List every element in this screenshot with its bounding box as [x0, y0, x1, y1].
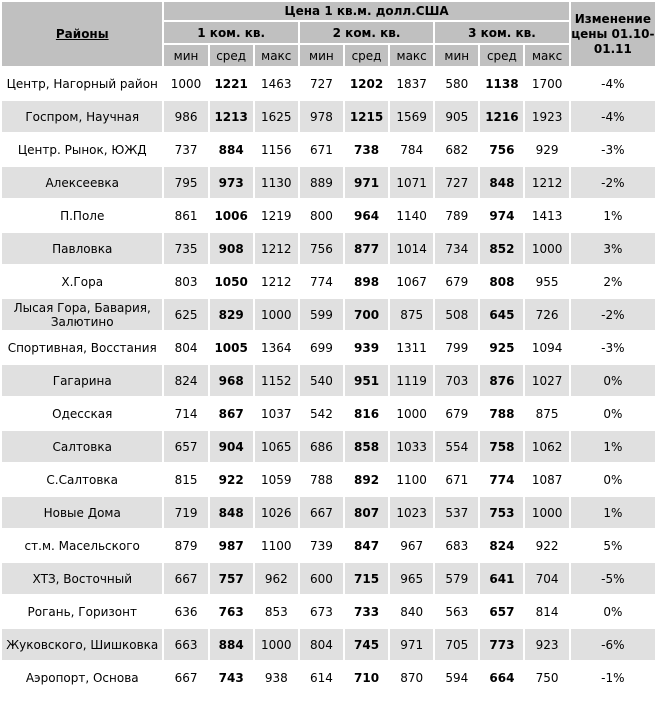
- price-max-cell: 1000: [255, 629, 298, 660]
- price-min-cell: 788: [300, 464, 343, 495]
- change-cell: -6%: [571, 629, 655, 660]
- change-cell: -4%: [571, 101, 655, 132]
- change-cell: 0%: [571, 464, 655, 495]
- price-min-cell: 679: [435, 398, 478, 429]
- price-max-cell: 1219: [255, 200, 298, 231]
- district-cell: Гагарина: [2, 365, 162, 396]
- price-min-cell: 737: [164, 134, 207, 165]
- table-row: [2, 662, 655, 693]
- table-row: [2, 530, 655, 561]
- group-header-1-room: 1 ком. кв.: [164, 22, 297, 43]
- price-avg-cell: 788: [480, 398, 523, 429]
- price-max-cell: 1311: [390, 332, 433, 363]
- change-cell: 2%: [571, 266, 655, 297]
- price-avg-cell: 641: [480, 563, 523, 594]
- price-max-cell: 1212: [255, 233, 298, 264]
- table-row: [2, 266, 655, 297]
- group-header-2-room: 2 ком. кв.: [300, 22, 433, 43]
- price-max-cell: 853: [255, 596, 298, 627]
- price-max-cell: 1014: [390, 233, 433, 264]
- price-avg-cell: 908: [210, 233, 253, 264]
- price-avg-cell: 922: [210, 464, 253, 495]
- price-min-cell: 889: [300, 167, 343, 198]
- price-min-cell: 739: [300, 530, 343, 561]
- price-min-cell: 625: [164, 299, 207, 330]
- district-column-header: Районы: [2, 2, 162, 66]
- price-min-cell: 824: [164, 365, 207, 396]
- price-min-cell: 682: [435, 134, 478, 165]
- table-row: [2, 68, 655, 99]
- price-avg-cell: 968: [210, 365, 253, 396]
- price-min-cell: 580: [435, 68, 478, 99]
- district-cell: Спортивная, Восстания: [2, 332, 162, 363]
- price-max-cell: 967: [390, 530, 433, 561]
- change-cell: 1%: [571, 200, 655, 231]
- district-cell: Жуковского, Шишковка: [2, 629, 162, 660]
- district-cell: Салтовка: [2, 431, 162, 462]
- price-avg-cell: 664: [480, 662, 523, 693]
- change-cell: 0%: [571, 398, 655, 429]
- price-avg-cell: 808: [480, 266, 523, 297]
- price-avg-cell: 898: [345, 266, 388, 297]
- price-max-cell: 1100: [390, 464, 433, 495]
- change-column-header: Изменение цены 01.10-01.11: [571, 2, 655, 66]
- price-avg-cell: 964: [345, 200, 388, 231]
- price-max-cell: 784: [390, 134, 433, 165]
- price-avg-cell: 1006: [210, 200, 253, 231]
- price-avg-cell: 1050: [210, 266, 253, 297]
- price-min-cell: 699: [300, 332, 343, 363]
- price-min-cell: 579: [435, 563, 478, 594]
- price-max-cell: 938: [255, 662, 298, 693]
- price-avg-cell: 774: [480, 464, 523, 495]
- table-row: [2, 596, 655, 627]
- change-cell: -3%: [571, 134, 655, 165]
- price-min-cell: 795: [164, 167, 207, 198]
- price-max-cell: 840: [390, 596, 433, 627]
- price-max-cell: 955: [525, 266, 568, 297]
- price-min-cell: 667: [300, 497, 343, 528]
- price-min-cell: 905: [435, 101, 478, 132]
- change-cell: 1%: [571, 431, 655, 462]
- district-cell: Рогань, Горизонт: [2, 596, 162, 627]
- price-avg-cell: 807: [345, 497, 388, 528]
- price-avg-cell: 974: [480, 200, 523, 231]
- table-row: [2, 101, 655, 132]
- price-avg-cell: 884: [210, 134, 253, 165]
- district-cell: С.Салтовка: [2, 464, 162, 495]
- sub-header-min: мин: [164, 45, 207, 66]
- price-min-cell: 800: [300, 200, 343, 231]
- price-max-cell: 1156: [255, 134, 298, 165]
- table-row: [2, 233, 655, 264]
- district-cell: ст.м. Масельского: [2, 530, 162, 561]
- price-avg-cell: 971: [345, 167, 388, 198]
- price-avg-cell: 951: [345, 365, 388, 396]
- price-min-cell: 714: [164, 398, 207, 429]
- price-min-cell: 705: [435, 629, 478, 660]
- sub-header-max: макс: [255, 45, 298, 66]
- district-cell: Новые Дома: [2, 497, 162, 528]
- price-max-cell: 1027: [525, 365, 568, 396]
- price-max-cell: 1087: [525, 464, 568, 495]
- price-avg-cell: 884: [210, 629, 253, 660]
- sub-header-avg: сред: [480, 45, 523, 66]
- price-min-cell: 978: [300, 101, 343, 132]
- price-avg-cell: 1005: [210, 332, 253, 363]
- price-max-cell: 929: [525, 134, 568, 165]
- price-avg-cell: 657: [480, 596, 523, 627]
- price-min-cell: 727: [435, 167, 478, 198]
- price-min-cell: 563: [435, 596, 478, 627]
- price-max-cell: 1071: [390, 167, 433, 198]
- price-max-cell: 1062: [525, 431, 568, 462]
- price-avg-cell: 829: [210, 299, 253, 330]
- change-cell: 0%: [571, 365, 655, 396]
- price-min-cell: 815: [164, 464, 207, 495]
- district-cell: Центр, Нагорный район: [2, 68, 162, 99]
- price-min-cell: 774: [300, 266, 343, 297]
- price-min-cell: 686: [300, 431, 343, 462]
- price-min-cell: 756: [300, 233, 343, 264]
- price-min-cell: 554: [435, 431, 478, 462]
- price-avg-cell: 738: [345, 134, 388, 165]
- price-max-cell: 1140: [390, 200, 433, 231]
- price-avg-cell: 1221: [210, 68, 253, 99]
- sub-header-avg: сред: [345, 45, 388, 66]
- price-max-cell: 1212: [525, 167, 568, 198]
- table-row: [2, 365, 655, 396]
- price-avg-cell: 1138: [480, 68, 523, 99]
- price-min-cell: 1000: [164, 68, 207, 99]
- price-max-cell: 1625: [255, 101, 298, 132]
- price-max-cell: 875: [390, 299, 433, 330]
- price-min-cell: 799: [435, 332, 478, 363]
- price-max-cell: 923: [525, 629, 568, 660]
- price-max-cell: 1364: [255, 332, 298, 363]
- table-row: [2, 299, 655, 330]
- sub-header-max: макс: [525, 45, 568, 66]
- table-row: [2, 563, 655, 594]
- price-min-cell: 614: [300, 662, 343, 693]
- price-min-cell: 540: [300, 365, 343, 396]
- price-max-cell: 1463: [255, 68, 298, 99]
- change-cell: 5%: [571, 530, 655, 561]
- change-cell: 0%: [571, 596, 655, 627]
- price-min-cell: 727: [300, 68, 343, 99]
- price-header: Цена 1 кв.м. долл.США: [164, 2, 568, 20]
- price-max-cell: 1000: [390, 398, 433, 429]
- price-max-cell: 1152: [255, 365, 298, 396]
- price-min-cell: 789: [435, 200, 478, 231]
- price-min-cell: 636: [164, 596, 207, 627]
- price-avg-cell: 733: [345, 596, 388, 627]
- price-min-cell: 683: [435, 530, 478, 561]
- price-min-cell: 542: [300, 398, 343, 429]
- table-row: [2, 398, 655, 429]
- district-cell: Х.Гора: [2, 266, 162, 297]
- price-avg-cell: 876: [480, 365, 523, 396]
- price-min-cell: 804: [164, 332, 207, 363]
- price-max-cell: 1026: [255, 497, 298, 528]
- district-cell: Алексеевка: [2, 167, 162, 198]
- price-max-cell: 1923: [525, 101, 568, 132]
- price-max-cell: 1100: [255, 530, 298, 561]
- price-min-cell: 594: [435, 662, 478, 693]
- price-avg-cell: 816: [345, 398, 388, 429]
- price-min-cell: 986: [164, 101, 207, 132]
- table-row: [2, 134, 655, 165]
- change-cell: -3%: [571, 332, 655, 363]
- district-cell: ХТЗ, Восточный: [2, 563, 162, 594]
- price-min-cell: 703: [435, 365, 478, 396]
- price-avg-cell: 763: [210, 596, 253, 627]
- price-avg-cell: 904: [210, 431, 253, 462]
- price-min-cell: 508: [435, 299, 478, 330]
- price-avg-cell: 877: [345, 233, 388, 264]
- price-max-cell: 971: [390, 629, 433, 660]
- sub-header-min: мин: [300, 45, 343, 66]
- table-row: [2, 629, 655, 660]
- price-max-cell: 1569: [390, 101, 433, 132]
- district-cell: Центр. Рынок, ЮЖД: [2, 134, 162, 165]
- price-avg-cell: 700: [345, 299, 388, 330]
- district-cell: Лысая Гора, Бавария, Залютино: [2, 299, 162, 330]
- sub-header-max: макс: [390, 45, 433, 66]
- price-avg-cell: 1216: [480, 101, 523, 132]
- price-max-cell: 1212: [255, 266, 298, 297]
- price-max-cell: 1000: [525, 233, 568, 264]
- price-max-cell: 1094: [525, 332, 568, 363]
- price-max-cell: 704: [525, 563, 568, 594]
- price-min-cell: 599: [300, 299, 343, 330]
- price-max-cell: 962: [255, 563, 298, 594]
- price-avg-cell: 848: [480, 167, 523, 198]
- sub-header-avg: сред: [210, 45, 253, 66]
- price-avg-cell: 824: [480, 530, 523, 561]
- price-avg-cell: 1213: [210, 101, 253, 132]
- price-min-cell: 879: [164, 530, 207, 561]
- table-row: [2, 200, 655, 231]
- price-avg-cell: 743: [210, 662, 253, 693]
- price-avg-cell: 1202: [345, 68, 388, 99]
- price-max-cell: 1037: [255, 398, 298, 429]
- change-cell: -1%: [571, 662, 655, 693]
- price-min-cell: 671: [435, 464, 478, 495]
- price-min-cell: 537: [435, 497, 478, 528]
- price-max-cell: 875: [525, 398, 568, 429]
- price-min-cell: 734: [435, 233, 478, 264]
- price-max-cell: 1059: [255, 464, 298, 495]
- district-cell: Одесская: [2, 398, 162, 429]
- price-avg-cell: 773: [480, 629, 523, 660]
- table-row: [2, 464, 655, 495]
- price-avg-cell: 973: [210, 167, 253, 198]
- price-max-cell: 726: [525, 299, 568, 330]
- price-avg-cell: 753: [480, 497, 523, 528]
- change-cell: 1%: [571, 497, 655, 528]
- table-row: [2, 497, 655, 528]
- price-avg-cell: 987: [210, 530, 253, 561]
- price-max-cell: 1119: [390, 365, 433, 396]
- price-avg-cell: 892: [345, 464, 388, 495]
- price-avg-cell: 858: [345, 431, 388, 462]
- price-max-cell: 922: [525, 530, 568, 561]
- table-row: [2, 431, 655, 462]
- price-max-cell: 1033: [390, 431, 433, 462]
- price-min-cell: 719: [164, 497, 207, 528]
- price-avg-cell: 715: [345, 563, 388, 594]
- price-max-cell: 814: [525, 596, 568, 627]
- price-avg-cell: 925: [480, 332, 523, 363]
- price-avg-cell: 847: [345, 530, 388, 561]
- price-avg-cell: 852: [480, 233, 523, 264]
- change-cell: -4%: [571, 68, 655, 99]
- price-max-cell: 1000: [525, 497, 568, 528]
- price-max-cell: 1413: [525, 200, 568, 231]
- table-row: [2, 332, 655, 363]
- sub-header-min: мин: [435, 45, 478, 66]
- price-avg-cell: 756: [480, 134, 523, 165]
- price-max-cell: 1065: [255, 431, 298, 462]
- price-max-cell: 1067: [390, 266, 433, 297]
- district-cell: П.Поле: [2, 200, 162, 231]
- price-avg-cell: 757: [210, 563, 253, 594]
- price-max-cell: 1837: [390, 68, 433, 99]
- price-min-cell: 667: [164, 662, 207, 693]
- price-min-cell: 803: [164, 266, 207, 297]
- price-min-cell: 663: [164, 629, 207, 660]
- price-max-cell: 750: [525, 662, 568, 693]
- price-max-cell: 965: [390, 563, 433, 594]
- change-cell: -5%: [571, 563, 655, 594]
- price-avg-cell: 848: [210, 497, 253, 528]
- price-min-cell: 804: [300, 629, 343, 660]
- price-max-cell: 1700: [525, 68, 568, 99]
- table-row: [2, 167, 655, 198]
- price-avg-cell: 645: [480, 299, 523, 330]
- price-max-cell: 1130: [255, 167, 298, 198]
- price-min-cell: 735: [164, 233, 207, 264]
- price-max-cell: 1023: [390, 497, 433, 528]
- district-cell: Госпром, Научная: [2, 101, 162, 132]
- price-avg-cell: 1215: [345, 101, 388, 132]
- price-min-cell: 657: [164, 431, 207, 462]
- price-min-cell: 667: [164, 563, 207, 594]
- price-min-cell: 671: [300, 134, 343, 165]
- price-avg-cell: 939: [345, 332, 388, 363]
- price-min-cell: 679: [435, 266, 478, 297]
- price-min-cell: 861: [164, 200, 207, 231]
- change-cell: -2%: [571, 167, 655, 198]
- price-max-cell: 870: [390, 662, 433, 693]
- price-avg-cell: 867: [210, 398, 253, 429]
- price-min-cell: 673: [300, 596, 343, 627]
- group-header-3-room: 3 ком. кв.: [435, 22, 569, 43]
- price-min-cell: 600: [300, 563, 343, 594]
- price-avg-cell: 710: [345, 662, 388, 693]
- price-max-cell: 1000: [255, 299, 298, 330]
- price-avg-cell: 745: [345, 629, 388, 660]
- change-cell: 3%: [571, 233, 655, 264]
- district-cell: Павловка: [2, 233, 162, 264]
- district-cell: Аэропорт, Основа: [2, 662, 162, 693]
- price-avg-cell: 758: [480, 431, 523, 462]
- change-cell: -2%: [571, 299, 655, 330]
